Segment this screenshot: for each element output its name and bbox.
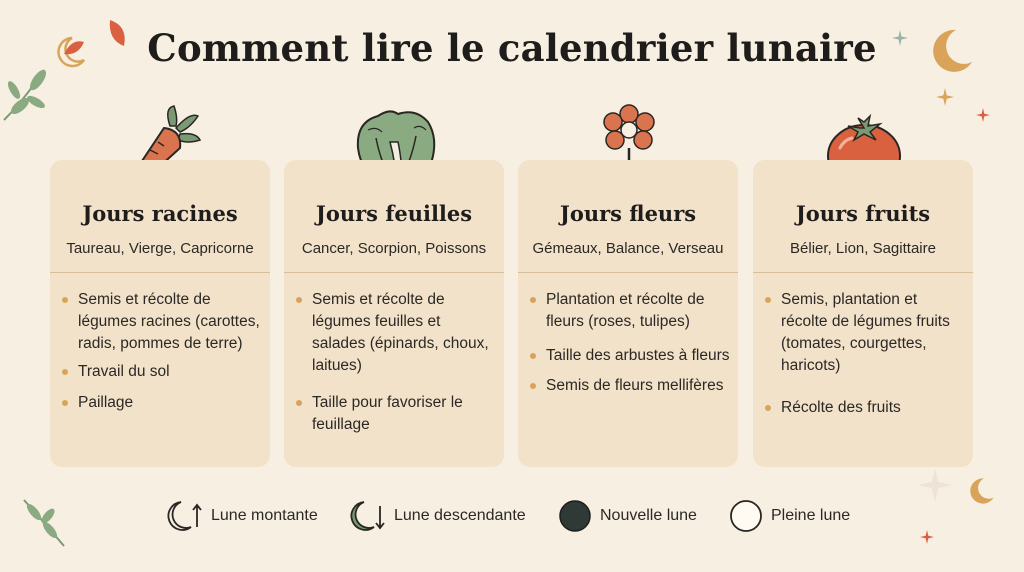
card-signs: Cancer, Scorpion, Poissons <box>301 240 487 257</box>
card-signs: Gémeaux, Balance, Verseau <box>532 240 724 257</box>
bullet-list <box>542 289 730 397</box>
list-item: Semis et récolte de légumes racines (carottes, radis, pommes de terre) <box>74 289 262 355</box>
card-signs: Bélier, Lion, Sagittaire <box>790 240 936 257</box>
card-signs: Taureau, Vierge, Capricorne <box>66 240 254 257</box>
list-item: Récolte des fruits <box>777 397 965 419</box>
card-leaf-days <box>284 160 504 467</box>
bullet-list <box>308 289 496 436</box>
card-title: Jours fruits <box>795 201 931 226</box>
star-icon <box>936 88 954 106</box>
card-divider <box>284 272 504 273</box>
list-item: Plantation et récolte de fleurs (roses, tulipes) <box>542 289 730 333</box>
card-divider <box>50 272 270 273</box>
legend-falling-moon <box>348 499 526 533</box>
legend-label: Lune descendante <box>394 507 526 524</box>
card-root-days <box>50 160 270 467</box>
legend-new-moon <box>558 499 697 533</box>
page-title: Comment lire le calendrier lunaire <box>147 26 877 70</box>
list-item: Paillage <box>74 392 262 414</box>
card-divider <box>518 272 738 273</box>
card-title: Jours fleurs <box>559 201 697 226</box>
leaf-sprig-icon <box>18 496 68 550</box>
card-fruit-days <box>753 160 973 467</box>
legend-full-moon <box>729 499 850 533</box>
legend-label: Lune montante <box>211 507 318 524</box>
list-item: Semis de fleurs mellifères <box>542 375 730 397</box>
legend-label: Nouvelle lune <box>600 507 697 524</box>
legend-rising-moon <box>165 499 318 533</box>
list-item: Taille pour favoriser le feuillage <box>308 392 496 436</box>
list-item: Semis, plantation et récolte de légumes fruits (tomates, courgettes, haricots) <box>777 289 965 377</box>
card-flower-days <box>518 160 738 467</box>
star-icon <box>918 468 952 502</box>
list-item: Travail du sol <box>74 361 262 383</box>
rising-moon-icon <box>165 499 203 533</box>
new-moon-icon <box>558 499 592 533</box>
bullet-list <box>74 289 262 414</box>
full-moon-icon <box>729 499 763 533</box>
legend-label: Pleine lune <box>771 507 851 524</box>
crescent-moon-icon <box>966 476 996 506</box>
card-title: Jours feuilles <box>315 201 473 226</box>
list-item: Taille des arbustes à fleurs <box>542 345 730 367</box>
list-item: Semis et récolte de légumes feuilles et salades (épinards, choux, laitues) <box>308 289 496 377</box>
star-icon <box>920 530 934 544</box>
falling-moon-icon <box>348 499 386 533</box>
card-title: Jours racines <box>82 201 238 226</box>
star-icon <box>976 108 990 122</box>
card-divider <box>753 272 973 273</box>
bullet-list <box>777 289 965 419</box>
